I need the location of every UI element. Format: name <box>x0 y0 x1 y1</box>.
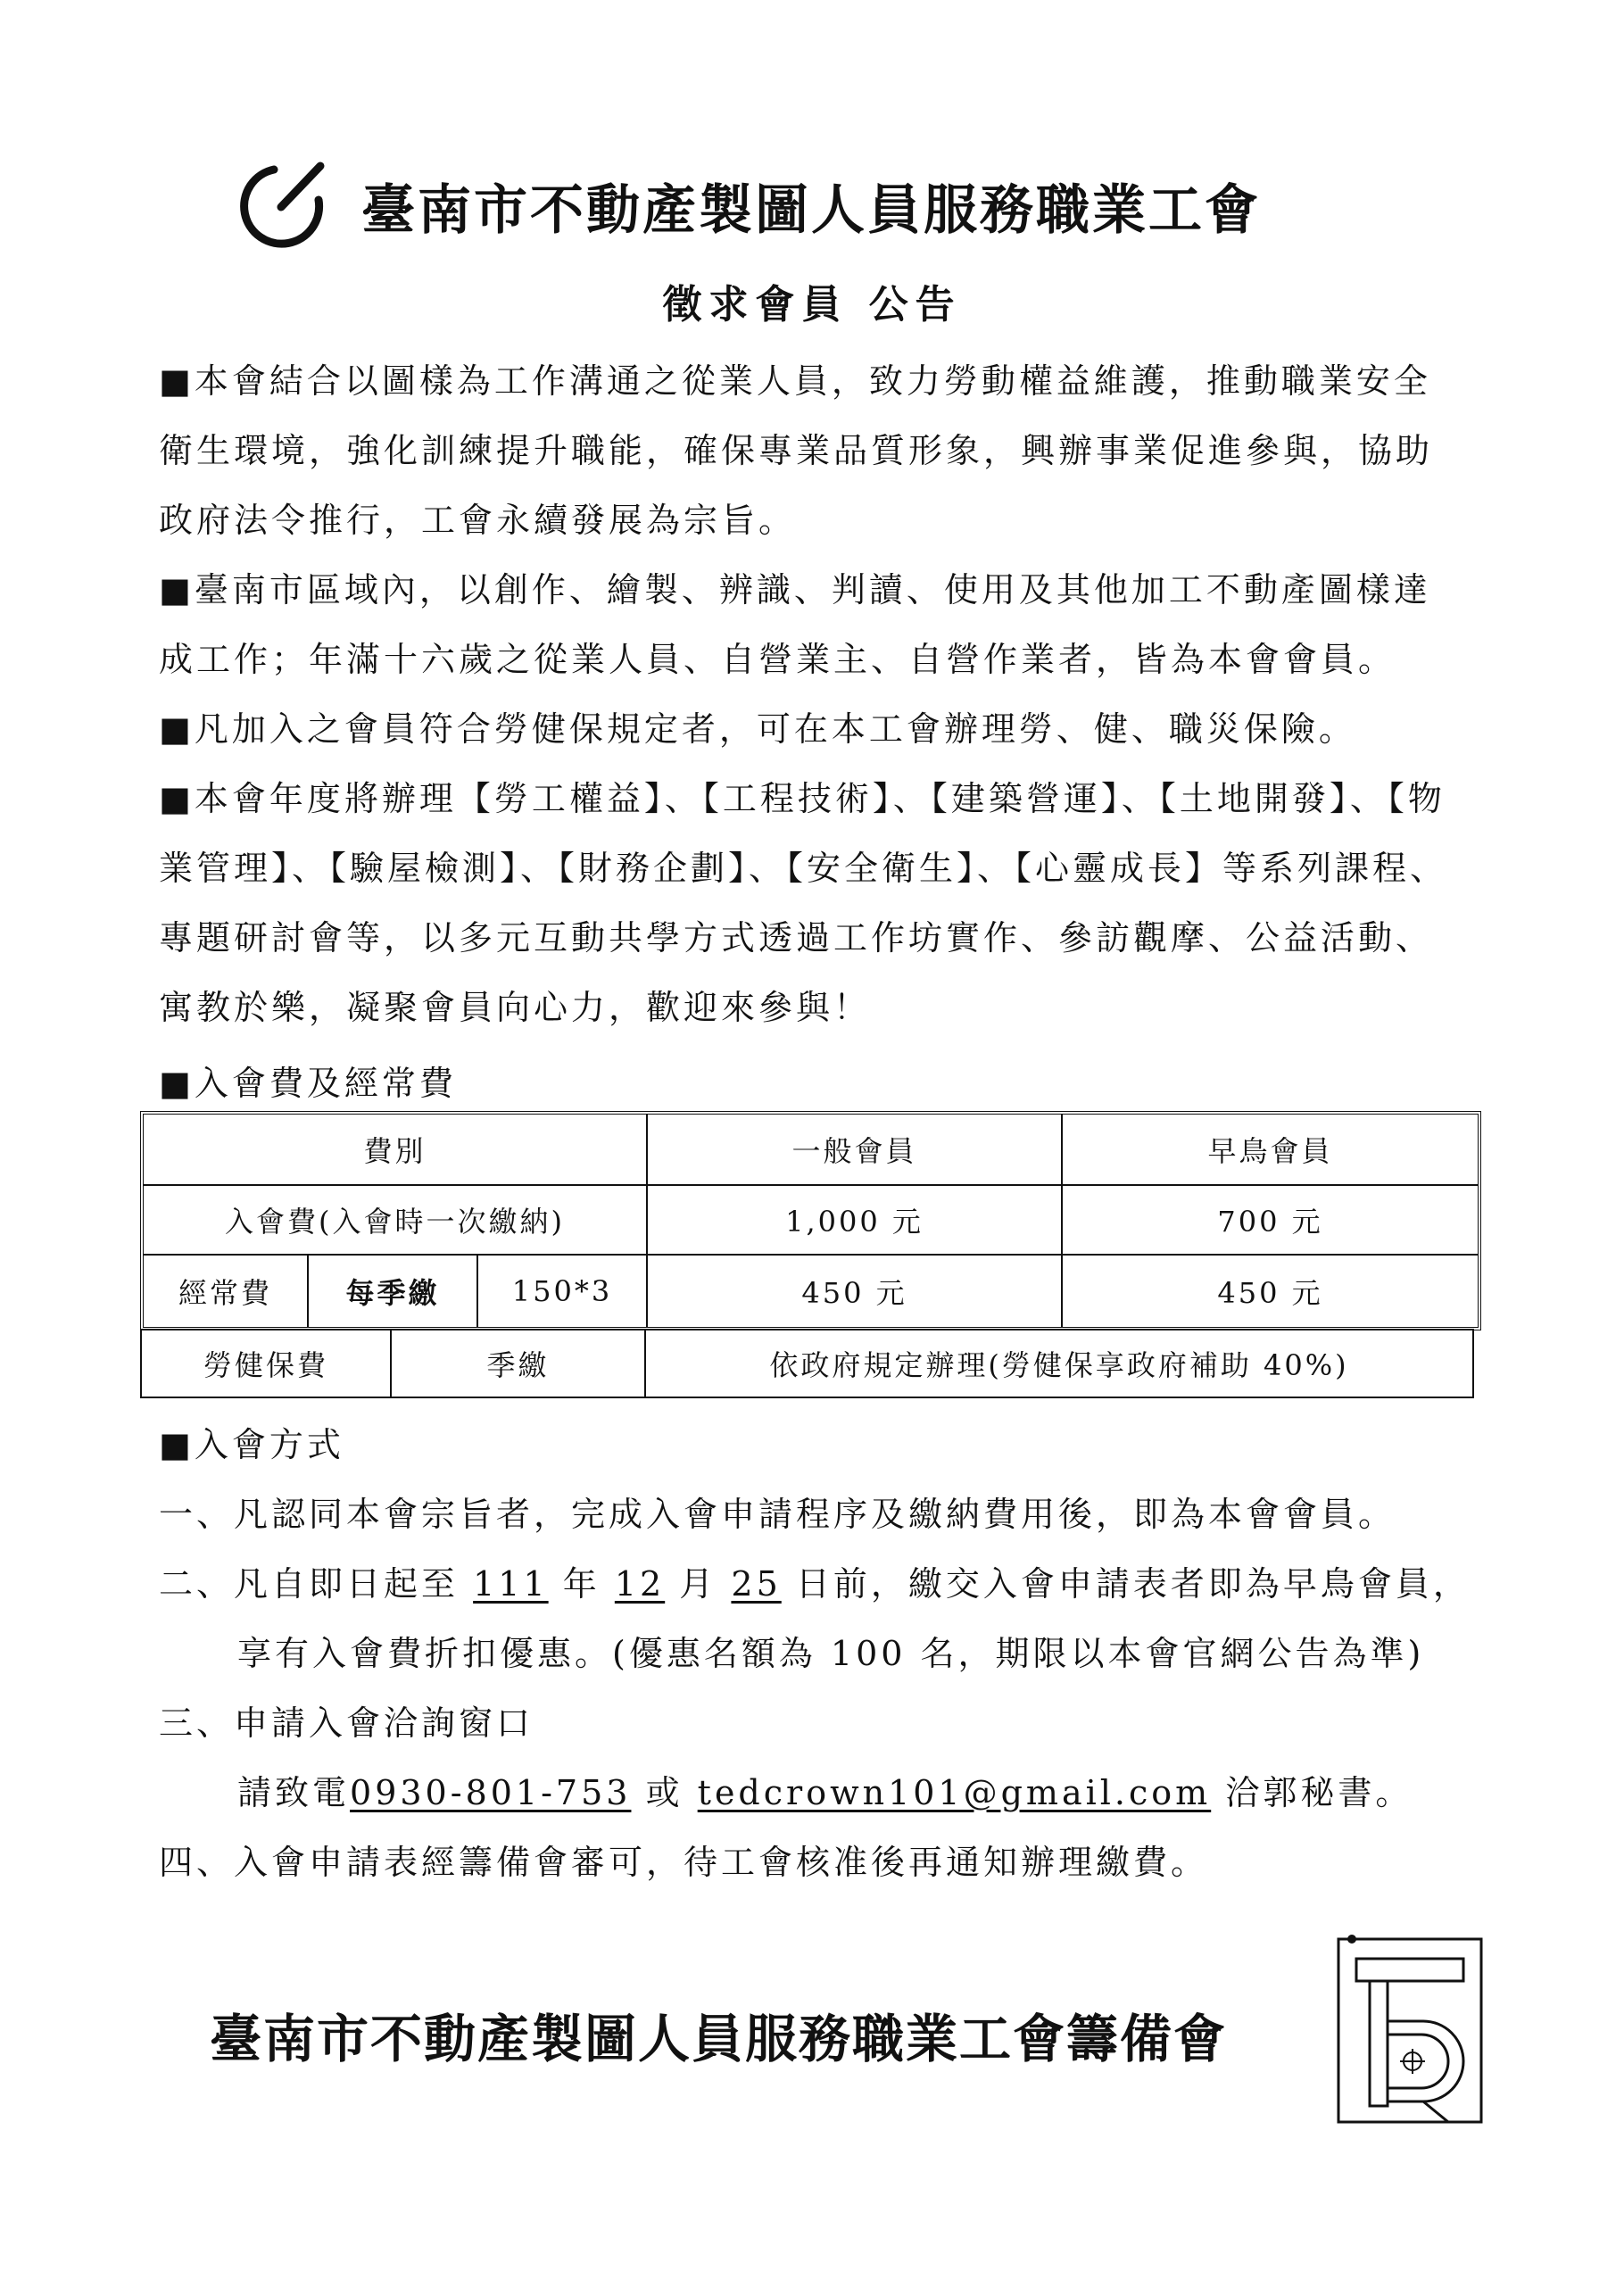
year-unit: 年 <box>562 1564 601 1604</box>
intro-paragraph-purpose <box>159 346 1471 555</box>
regular-fee-general: 450 元 <box>648 1256 1063 1327</box>
table-header-general: 一般會員 <box>648 1115 1063 1186</box>
early-bird-year: 111 <box>473 1564 549 1604</box>
paragraph-line: 寓教於樂，凝聚會員向心力，歡迎來參與！ <box>159 988 872 1027</box>
paragraph-line: ■ 本會結合以圖樣為工作溝通之從業人員，致力勞動權益維護，推動職業安全 <box>159 346 1471 416</box>
intro-paragraph-courses <box>159 764 1471 1042</box>
insurance-period: 季繳 <box>392 1330 646 1397</box>
intro-paragraph-insurance <box>159 694 1471 764</box>
fees-heading <box>159 1049 1471 1118</box>
section-heading: ■ 入會費及經常費 <box>159 1049 1471 1118</box>
paragraph-line: ■ 凡加入之會員符合勞健保規定者，可在本工會辦理勞、健、職災保險。 <box>159 694 1471 764</box>
paragraph-line: 政府法令推行，工會永續發展為宗旨。 <box>159 501 797 540</box>
regular-fee-label: 經常費 <box>144 1256 309 1327</box>
fee-table <box>140 1111 1481 1330</box>
union-emblem-icon <box>1334 1932 1486 2128</box>
join-item-4: 四、入會申請表經籌備會審可，待工會核准後再通知辦理繳費。 <box>159 1843 1209 1882</box>
month-unit: 月 <box>679 1564 717 1604</box>
regular-fee-period: 每季繳 <box>309 1256 478 1327</box>
insurance-note: 依政府規定辦理(勞健保享政府補助 40%) <box>769 1348 1349 1382</box>
join-item-2-line2: 享有入會費折扣優惠。(優惠名額為 100 名，期限以本會官網公告為準) <box>237 1634 1425 1673</box>
contact-phone-link[interactable]: 0930-801-753 <box>350 1773 632 1812</box>
join-item-1: 一、凡認同本會宗旨者，完成入會申請程序及繳納費用後，即為本會會員。 <box>159 1495 1396 1534</box>
paragraph-line: ■ 臺南市區域內，以創作、繪製、辨識、判讀、使用及其他加工不動產圖樣達 <box>159 555 1471 625</box>
table-header-early: 早鳥會員 <box>1063 1115 1478 1186</box>
join-item-2 <box>159 1549 1471 1619</box>
paragraph-line: 衛生環境，強化訓練提升職能，確保專業品質形象，興辦事業促進參與，協助 <box>159 431 1434 470</box>
join-section <box>159 1410 1471 1897</box>
table-header-type: 費別 <box>144 1115 648 1186</box>
early-bird-day: 25 <box>731 1564 782 1604</box>
document-title: 徵求會員 公告 <box>662 282 962 327</box>
insurance-label: 勞健保費 <box>142 1330 392 1397</box>
paragraph-line: 成工作；年滿十六歲之從業人員、自營業主、自營作業者，皆為本會會員。 <box>159 640 1396 679</box>
contact-line <box>159 1758 1471 1828</box>
entry-fee-general: 1,000 元 <box>648 1186 1063 1256</box>
contact-email-link[interactable]: tedcrown101@gmail.com <box>697 1773 1212 1812</box>
regular-fee-formula: 150*3 <box>478 1256 648 1327</box>
footer-org-name: 臺南市不動產製圖人員服務職業工會籌備會 <box>210 2009 1228 2069</box>
contact-prefix: 請致電 <box>237 1773 351 1812</box>
paragraph-line: ■ 本會年度將辦理【勞工權益】、【工程技術】、【建築營運】、【土地開發】、【物 <box>159 764 1471 833</box>
paragraph-line: 業管理】、【驗屋檢測】、【財務企劃】、【安全衛生】、【心靈成長】等系列課程、 <box>159 849 1448 888</box>
join-item-2-prefix: 二、凡自即日起至 <box>159 1564 460 1604</box>
section-heading: ■ 入會方式 <box>159 1410 1471 1480</box>
paragraph-line: 專題研討會等，以多元互動共學方式透過工作坊實作、參訪觀摩、公益活動、 <box>159 918 1434 957</box>
contact-or: 或 <box>645 1773 684 1812</box>
early-bird-month: 12 <box>614 1564 666 1604</box>
entry-fee-early: 700 元 <box>1063 1186 1478 1256</box>
join-item-2-suffix: 日前，繳交入會申請表者即為早鳥會員， <box>795 1564 1471 1604</box>
entry-fee-label: 入會費(入會時一次繳納) <box>144 1186 648 1256</box>
regular-fee-early: 450 元 <box>1217 1276 1323 1310</box>
intro-paragraph-eligibility <box>159 555 1471 694</box>
union-logo-icon <box>228 153 335 261</box>
contact-suffix: 洽郭秘書。 <box>1225 1773 1413 1812</box>
join-item-3: 三、申請入會洽詢窗口 <box>159 1703 534 1743</box>
org-title: 臺南市不動產製圖人員服務職業工會 <box>361 179 1261 242</box>
insurance-row <box>140 1329 1474 1398</box>
